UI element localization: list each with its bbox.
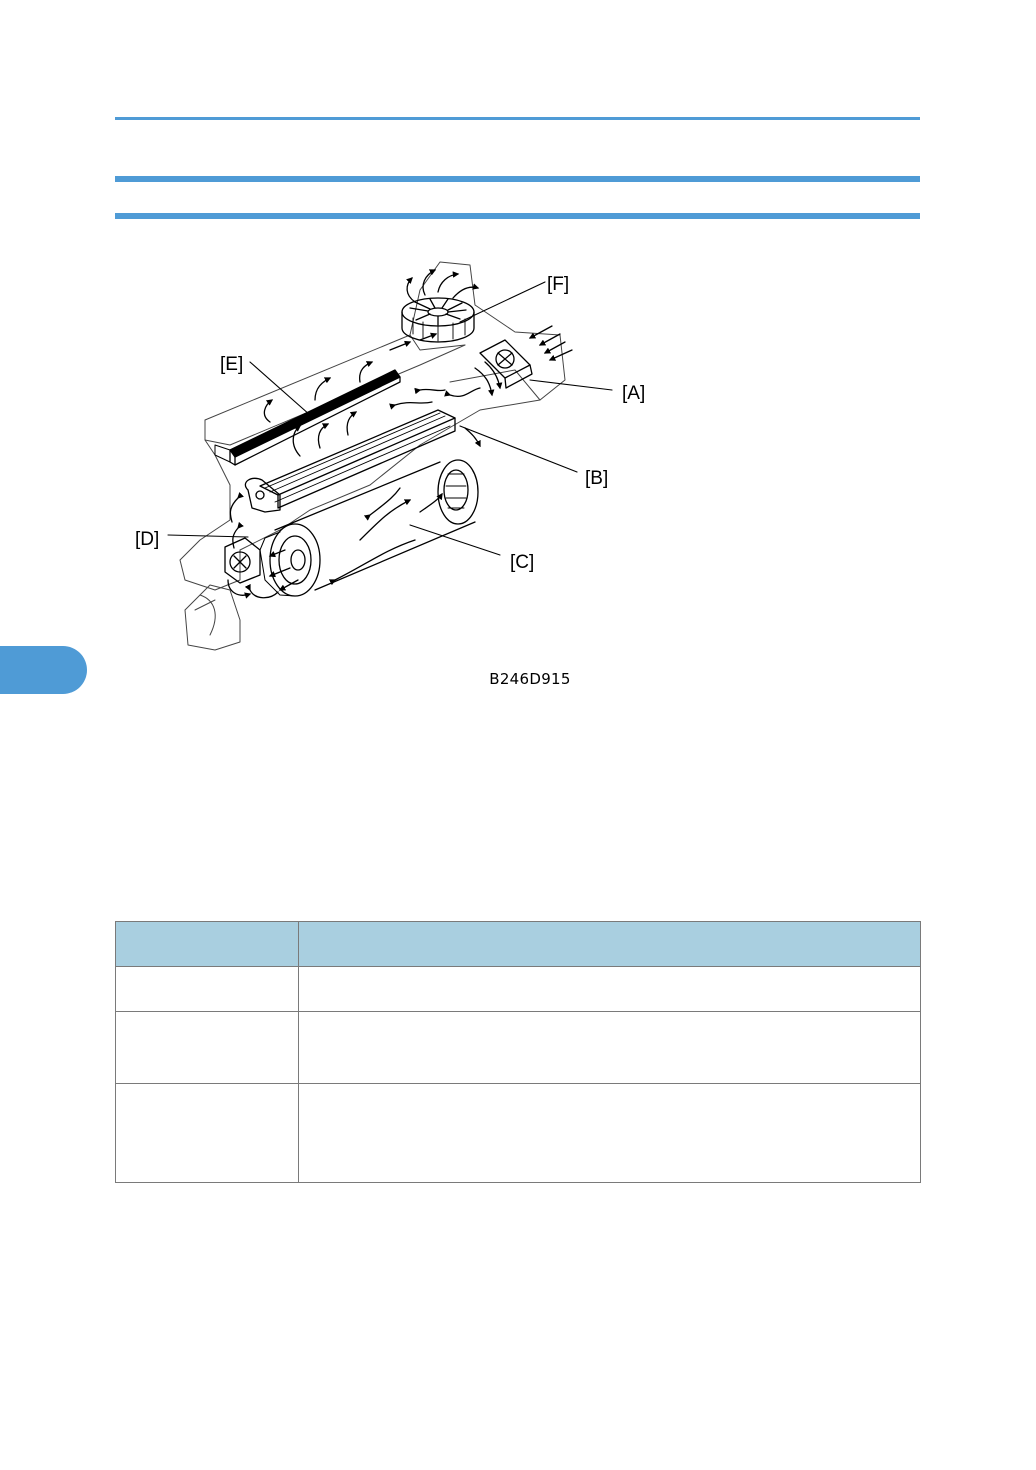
figure-id: B246D915: [489, 670, 571, 688]
table-header-row: [116, 922, 921, 967]
callout-c: [C]: [510, 552, 535, 573]
callout-f: [F]: [547, 274, 570, 295]
table-row: [116, 1012, 921, 1084]
callout-d: [D]: [135, 529, 160, 550]
callout-b: [B]: [585, 468, 609, 489]
table-header-cell: [116, 922, 299, 967]
table-cell: [116, 1012, 299, 1084]
drum-c: [260, 460, 478, 596]
table-row: [116, 967, 921, 1012]
heat-shield-e: [215, 370, 400, 465]
header-rule-top: [115, 117, 920, 120]
section-rule-lower: [115, 213, 920, 219]
table-cell: [299, 1012, 921, 1084]
section-rule-upper: [115, 176, 920, 182]
fan-d: [225, 538, 260, 583]
table-cell: [299, 1084, 921, 1183]
table-cell: [299, 967, 921, 1012]
leader-lines: [168, 282, 612, 555]
base-bracket: [185, 585, 240, 650]
callout-a: [A]: [622, 383, 646, 404]
table-header-cell: [299, 922, 921, 967]
table-cell: [116, 1084, 299, 1183]
table-row: [116, 1084, 921, 1183]
airflow-diagram: [120, 250, 680, 670]
chapter-tab: [0, 646, 87, 694]
spec-table: [115, 921, 921, 1183]
table-cell: [116, 967, 299, 1012]
callout-e: [E]: [220, 354, 244, 375]
